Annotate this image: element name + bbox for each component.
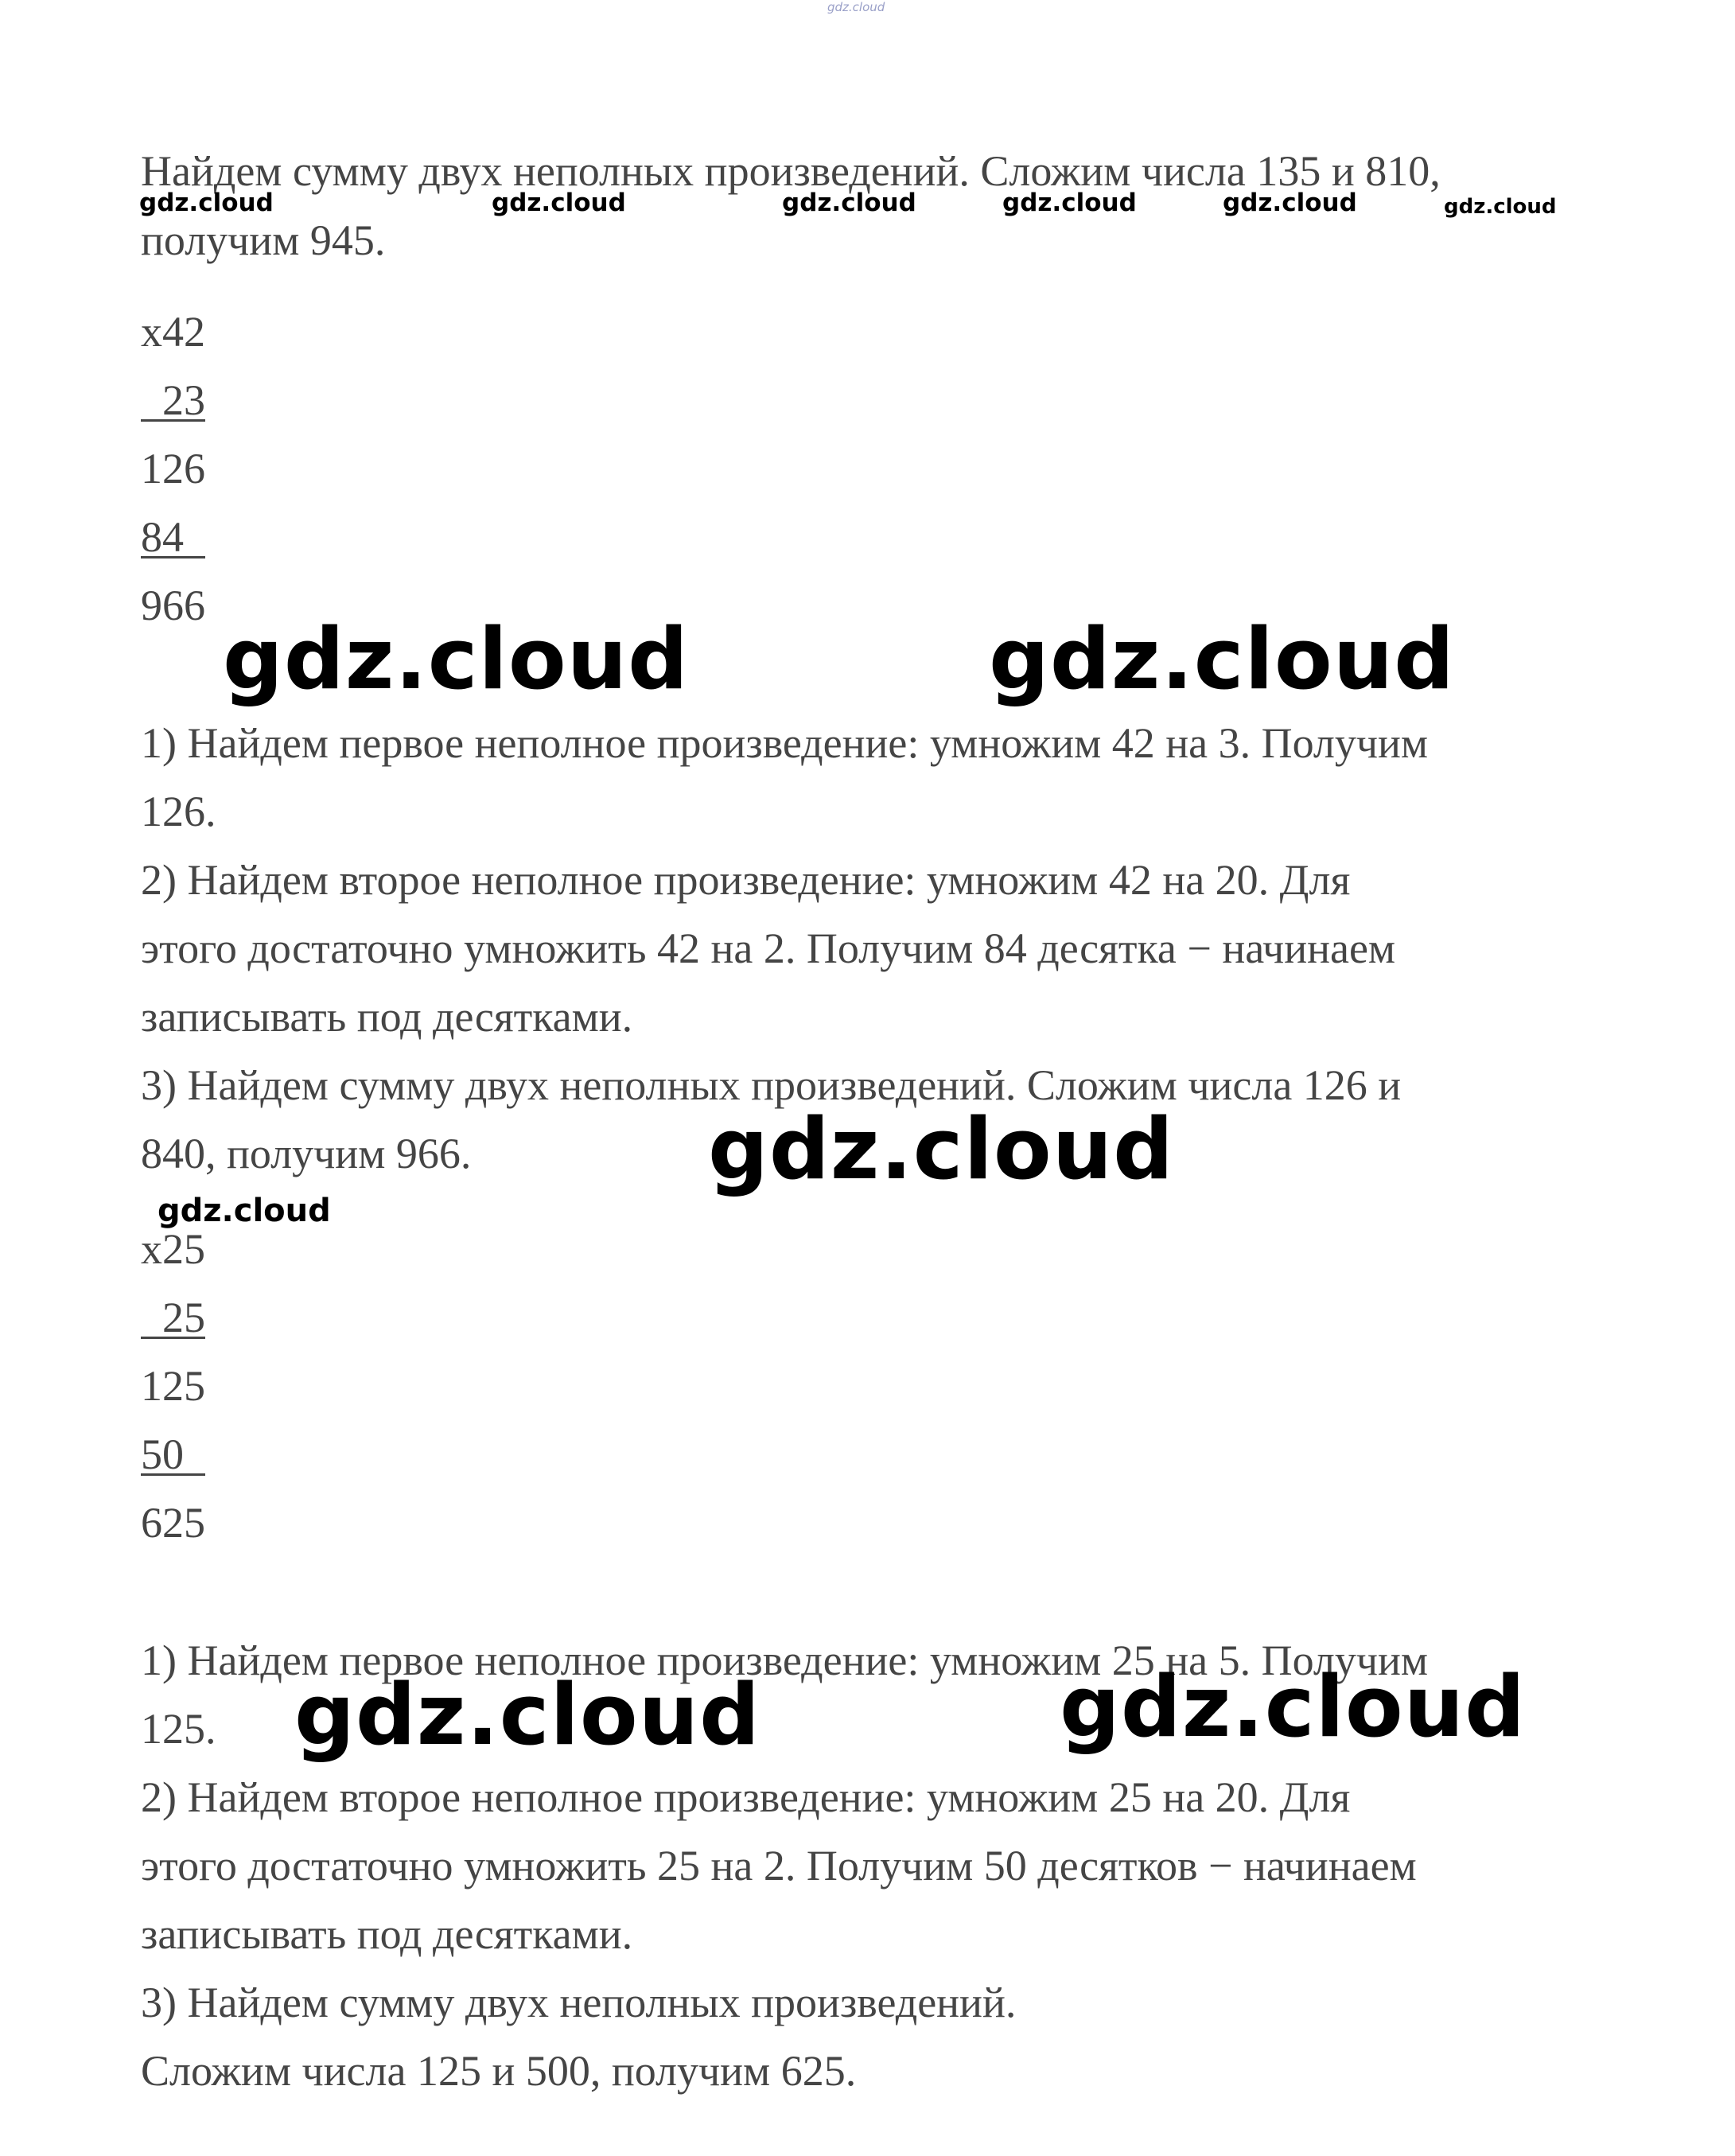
explanation2-step3-line2: Сложим числа 125 и 500, получим 625.: [141, 2047, 857, 2095]
calc2-partial-2: 50: [141, 1430, 205, 1478]
calc2-partial-1: 125: [141, 1362, 205, 1410]
watermark-small: gdz.cloud: [1444, 195, 1557, 219]
watermark-big: gdz.cloud: [708, 1100, 1175, 1198]
watermark-big: gdz.cloud: [1060, 1658, 1527, 1756]
calc1-partial-2: 84: [141, 513, 205, 561]
explanation1-step2-line2: этого достаточно умножить 42 на 2. Получим 84 десятка − начинаем: [141, 924, 1396, 972]
calc1-multiplier: 23: [141, 376, 205, 424]
intro-line-1: Найдем сумму двух неполных произведений. Сложим числа 135 и 810,: [141, 147, 1441, 195]
watermark-big: gdz.cloud: [989, 610, 1456, 708]
calc1-multiplicand: x42: [141, 308, 205, 356]
calc2-multiplicand: x25: [141, 1225, 205, 1273]
watermark-big: gdz.cloud: [294, 1666, 761, 1764]
watermark-small: gdz.cloud: [1223, 189, 1357, 217]
explanation2-step2-line2: этого достаточно умножить 25 на 2. Получим 50 десятков − начинаем: [141, 1842, 1417, 1889]
watermark-small: gdz.cloud: [1002, 189, 1137, 217]
explanation2-step3-line1: 3) Найдем сумму двух неполных произведений.: [141, 1979, 1017, 2026]
calc1-result: 966: [141, 582, 205, 629]
calc1-partial-1: 126: [141, 445, 205, 492]
watermark-small: gdz.cloud: [158, 1193, 331, 1229]
explanation2-step1-line1: 1) Найдем первое неполное произведение: умножим 25 на 5. Получим: [141, 1636, 1429, 1684]
explanation1-step2-line3: записывать под десятками.: [141, 993, 633, 1041]
intro-line-2: получим 945.: [141, 216, 386, 264]
explanation1-step1-line1: 1) Найдем первое неполное произведение: умножим 42 на 3. Получим: [141, 719, 1429, 767]
explanation2-step1-line2: 125.: [141, 1705, 216, 1753]
calc2-multiplier: 25: [141, 1294, 205, 1341]
watermark-small: gdz.cloud: [139, 189, 274, 217]
explanation2-step2-line1: 2) Найдем второе неполное произведение: умножим 25 на 20. Для: [141, 1773, 1351, 1821]
watermark-big: gdz.cloud: [223, 610, 690, 708]
calc2-result: 625: [141, 1499, 205, 1547]
watermark-small: gdz.cloud: [782, 189, 916, 217]
explanation1-step3-line1: 3) Найдем сумму двух неполных произведений. Сложим числа 126 и: [141, 1061, 1402, 1109]
watermark-top: gdz.cloud: [827, 0, 885, 14]
watermark-small: gdz.cloud: [492, 189, 626, 217]
explanation1-step3-line2: 840, получим 966.: [141, 1130, 472, 1177]
explanation1-step1-line2: 126.: [141, 788, 216, 835]
explanation1-step2-line1: 2) Найдем второе неполное произведение: умножим 42 на 20. Для: [141, 856, 1351, 904]
explanation2-step2-line3: записывать под десятками.: [141, 1910, 633, 1958]
